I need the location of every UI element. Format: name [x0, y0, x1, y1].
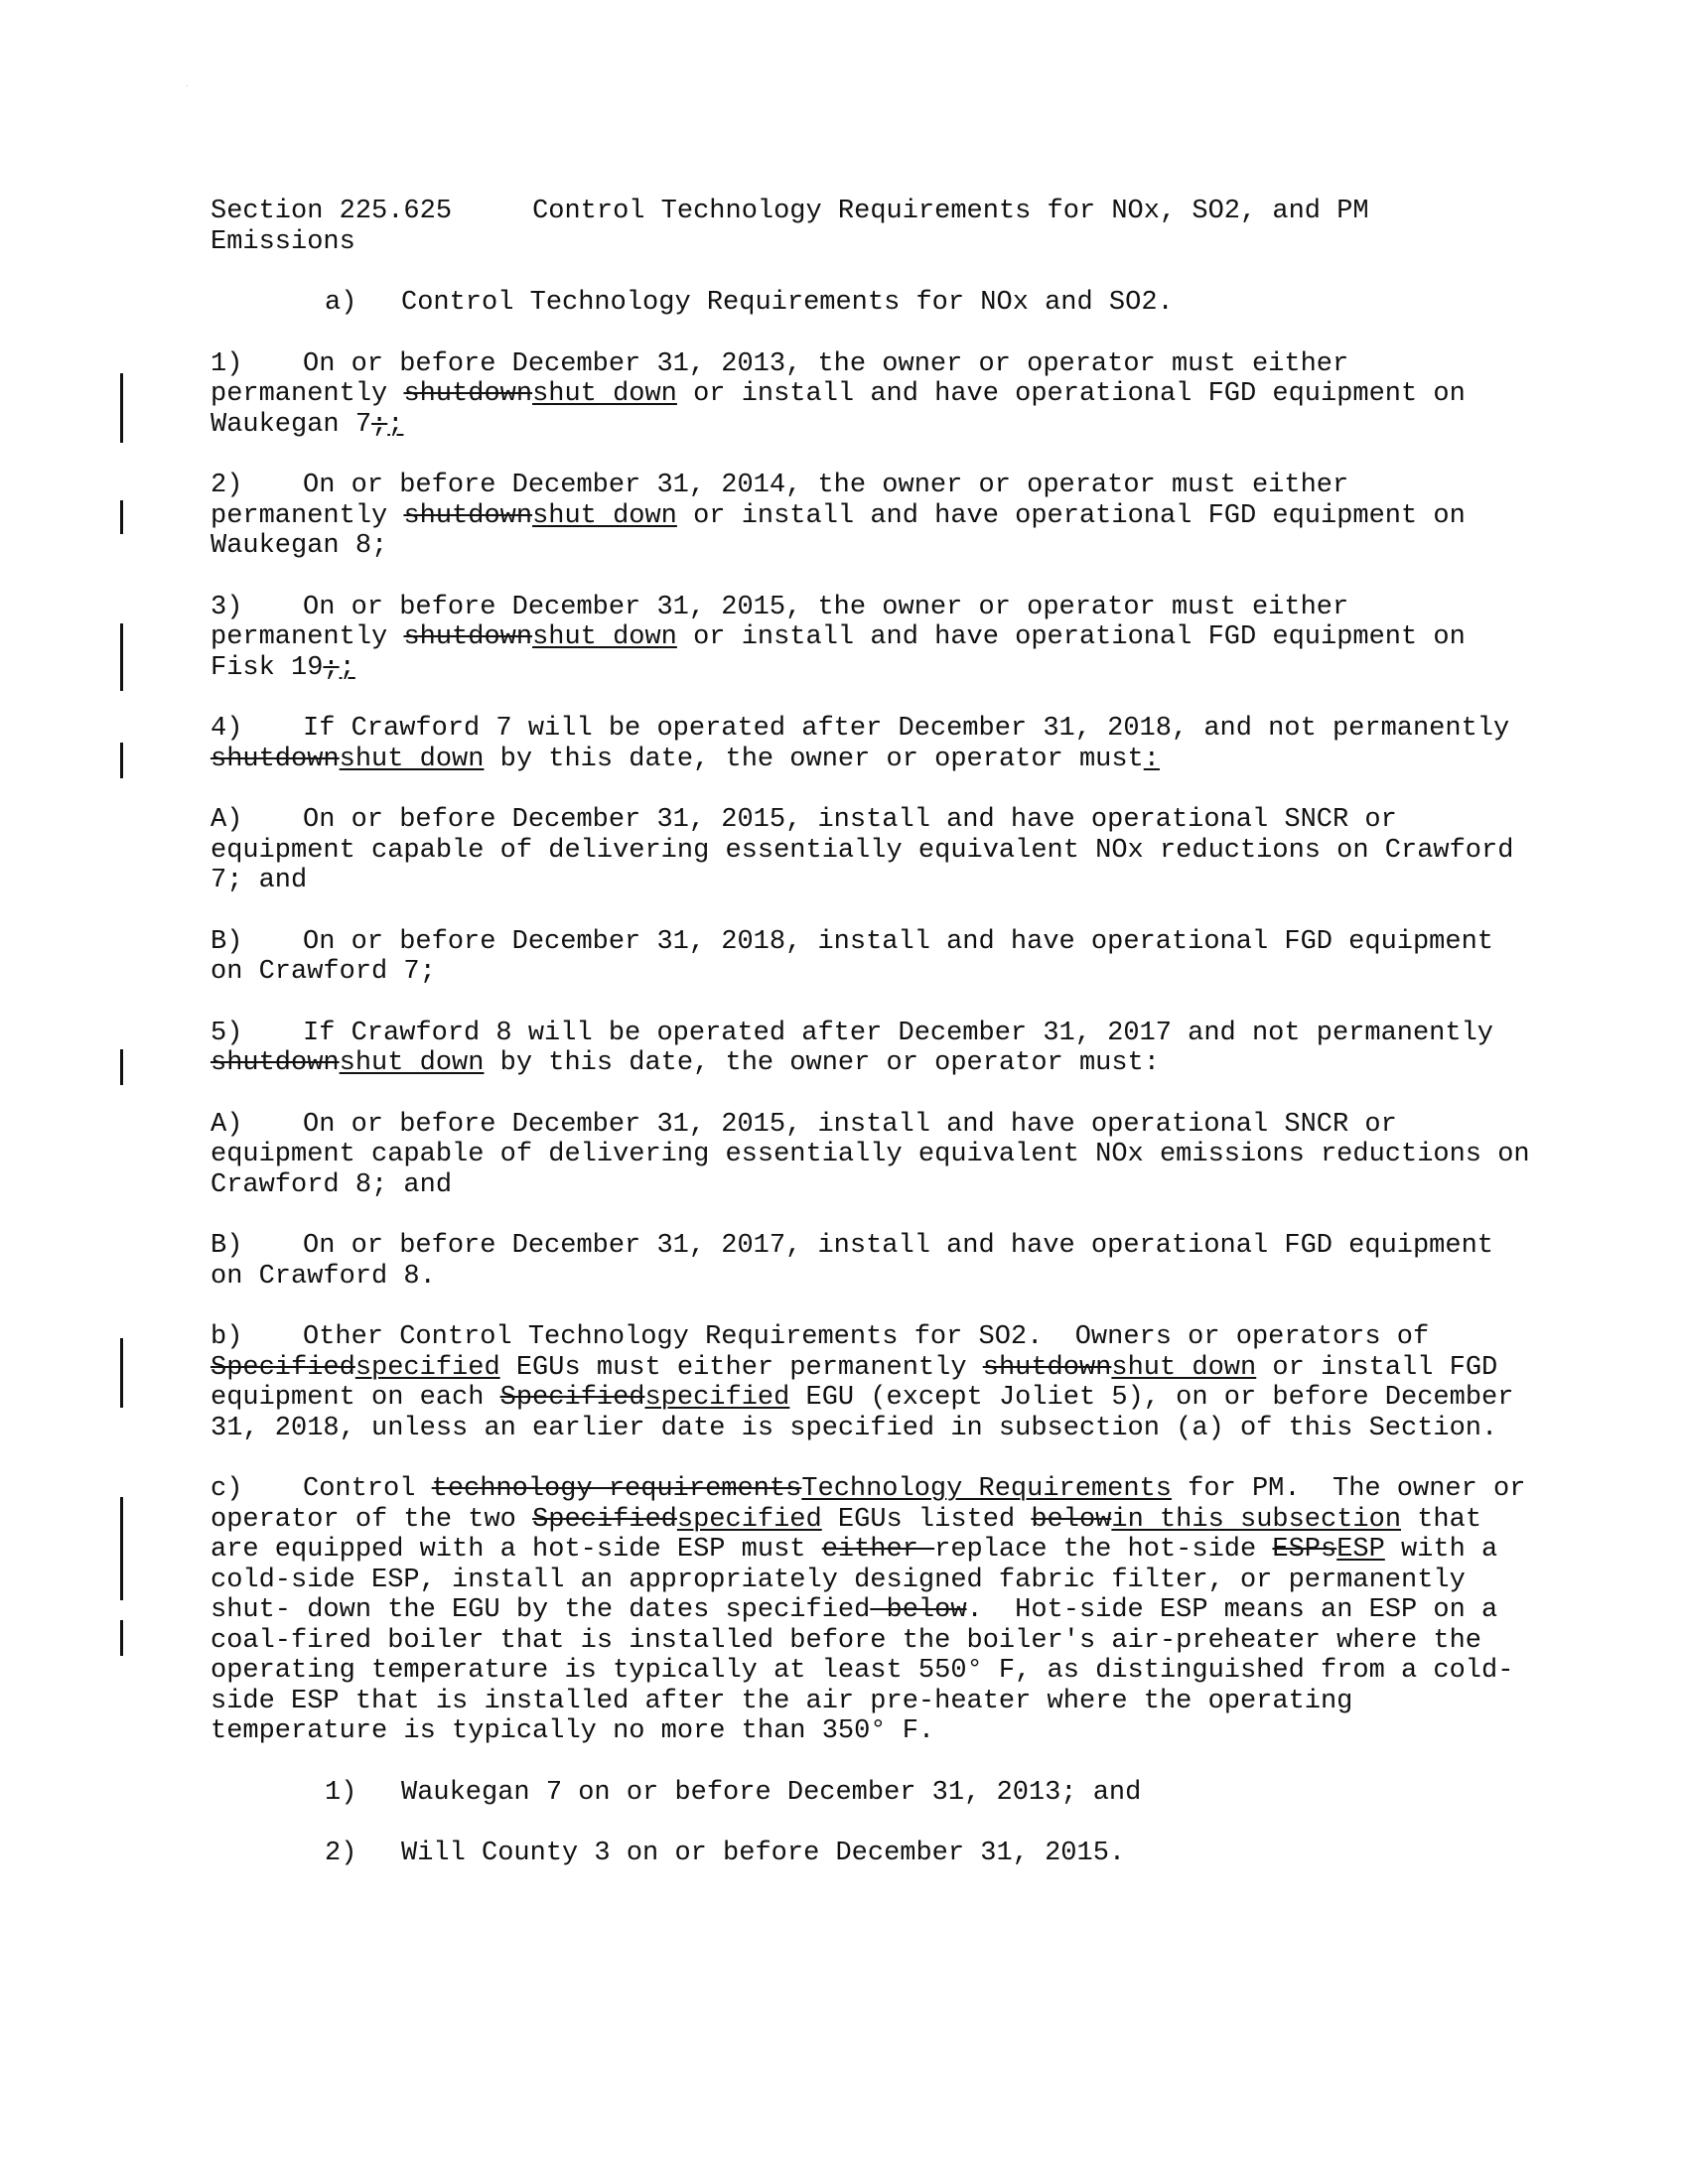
subsection-text: EGUs listed	[821, 1504, 1032, 1535]
item-4a	[210, 805, 1541, 896]
deleted-text: below	[1031, 1504, 1112, 1535]
scan-dot	[187, 85, 188, 86]
deleted-text: either	[821, 1535, 935, 1565]
subsection-number: a)	[325, 288, 357, 318]
deleted-text: ;	[371, 409, 388, 440]
item-2	[210, 471, 1541, 562]
deleted-text: shutdown	[210, 744, 340, 774]
item-4b	[210, 927, 1541, 988]
section-number: Section 225.625	[210, 197, 453, 226]
item-text: On or before December 31, 2014, the owner or operator must either permanently	[210, 471, 1365, 531]
item-text: On or before December 31, 2015, the owner or operator must either permanently	[210, 592, 1365, 652]
item-number: 5)	[210, 1018, 243, 1048]
deleted-text: shutdown	[210, 1048, 340, 1078]
item-number: 2)	[210, 471, 243, 500]
change-bar	[120, 373, 123, 443]
change-bar	[120, 1497, 123, 1600]
item-text: If Crawford 7 will be operated after December 31, 2018, and not permanently	[303, 714, 1526, 744]
change-bar	[120, 500, 123, 534]
subsection-c	[210, 1474, 1541, 1747]
subsection-text: . Hot-side ESP means an ESP on a coal-fired boiler that is installed before the boiler's air-preheater where the operating temperature is typically at least 550° F, as distinguished from a cold-side ESP that is installed after the air pre-heater where the operating temperature is typically no more than 350° F.	[210, 1595, 1514, 1746]
item-number: A)	[210, 1109, 243, 1140]
list-item-number: 2)	[325, 1839, 357, 1868]
item-text: On or before December 31, 2017, install and have operational FGD equipment on Crawford 8.	[210, 1231, 1510, 1292]
inserted-text: shut down	[1111, 1352, 1257, 1383]
change-bar	[120, 743, 123, 778]
inserted-text: shut down	[532, 622, 677, 652]
subsection-b	[210, 1322, 1541, 1443]
item-text: or install and have operational FGD equipment on Waukegan 7	[210, 379, 1482, 440]
subsection-text: EGU (except Joliet 5), on or before December 31, 2018, unless an earlier date is specified in subsection (a) of this Section.	[210, 1383, 1530, 1443]
item-number: A)	[210, 805, 243, 835]
subsection-a	[210, 288, 1541, 319]
item-5a	[210, 1109, 1546, 1201]
subsection-number: b)	[210, 1322, 243, 1352]
deleted-text: technology requirements	[431, 1474, 802, 1504]
deleted-text: shutdown	[403, 379, 533, 409]
deleted-text: shutdown	[982, 1352, 1112, 1383]
item-text: by this date, the owner or operator must:	[484, 1048, 1160, 1078]
item-text: On or before December 31, 2015, install and have operational SNCR or equipment capable of delivering essentially equivalent NOx emissions reductions on Crawford 8; and	[210, 1109, 1546, 1200]
item-text: by this date, the owner or operator must	[484, 744, 1144, 774]
inserted-text: Technology Requirements	[801, 1474, 1172, 1504]
inserted-text: shut down	[339, 1048, 485, 1078]
inserted-text: ESP	[1336, 1535, 1385, 1565]
subsection-text: or install FGD equipment on each	[210, 1352, 1514, 1413]
inserted-text: specified	[354, 1352, 500, 1383]
subsection-text: replace the hot-side	[934, 1535, 1273, 1565]
item-number: 4)	[210, 714, 243, 744]
item-number: 3)	[210, 592, 243, 622]
item-4	[210, 714, 1541, 774]
deleted-text: ESPs	[1272, 1535, 1337, 1565]
list-item	[210, 1839, 1541, 1869]
list-item-text: Will County 3 on or before December 31, 2015.	[401, 1839, 1126, 1868]
subsection-text: Other Control Technology Requirements for SO2. Owners or operators of	[303, 1322, 1446, 1352]
item-3	[210, 593, 1541, 684]
list-item-number: 1)	[325, 1777, 357, 1808]
document-page	[210, 197, 1546, 1900]
deleted-text: shutdown	[403, 622, 533, 652]
inserted-text: shut down	[532, 379, 677, 409]
item-text: On or before December 31, 2018, install and have operational FGD equipment on Crawford 7;	[210, 926, 1510, 987]
item-text: or install and have operational FGD equipment on Waukegan 8;	[210, 500, 1482, 561]
deleted-text: Specified	[210, 1352, 355, 1383]
item-text: On or before December 31, 2013, the owner or operator must either permanently	[210, 348, 1365, 409]
inserted-text: in this subsection	[1111, 1504, 1402, 1535]
subsection-text: Control Technology Requirements for NOx and SO2.	[401, 288, 1174, 318]
deleted-text: Specified	[499, 1383, 645, 1413]
change-bar	[120, 1620, 123, 1656]
inserted-text: specified	[644, 1383, 790, 1413]
inserted-text: ;	[387, 409, 404, 440]
deleted-text: below	[870, 1595, 967, 1625]
inserted-text: :	[1143, 744, 1160, 774]
change-bar	[120, 1338, 123, 1408]
subsection-text: Control	[303, 1474, 432, 1504]
item-1	[210, 349, 1541, 441]
list-item-text: Waukegan 7 on or before December 31, 2013; and	[401, 1777, 1142, 1808]
item-text: If Crawford 8 will be operated after December 31, 2017 and not permanently	[303, 1018, 1510, 1048]
inserted-text: shut down	[339, 744, 485, 774]
item-text: or install and have operational FGD equipment on Fisk 19	[210, 622, 1482, 683]
section-heading	[210, 197, 1541, 257]
item-number: 1)	[210, 348, 243, 379]
inserted-text: specified	[676, 1504, 822, 1535]
section-title-cont: Emissions	[210, 226, 355, 257]
change-bar	[120, 1049, 123, 1085]
item-5b	[210, 1231, 1541, 1292]
inserted-text: ;	[339, 652, 355, 683]
subsection-text: EGUs must either permanently	[499, 1352, 983, 1383]
subsection-text: that are equipped with a hot-side ESP must	[210, 1504, 1498, 1565]
inserted-text: shut down	[532, 500, 677, 531]
section-title: Control Technology Requirements for NOx, SO2, and PM	[532, 197, 1369, 226]
subsection-number: c)	[210, 1474, 243, 1504]
change-bar	[120, 623, 123, 691]
item-5	[210, 1019, 1541, 1079]
list-item	[210, 1778, 1541, 1809]
subsection-text: with a cold-side ESP, install an appropriately designed fabric filter, or permanently shut- down the EGU by the dates specified	[210, 1535, 1514, 1625]
item-text: On or before December 31, 2015, install and have operational SNCR or equipment capable of delivering essentially equivalent NOx reductions on Crawford 7; and	[210, 805, 1530, 895]
subsection-text: for PM. The owner or operator of the two	[210, 1474, 1542, 1535]
deleted-text: ;	[323, 652, 340, 683]
item-number: B)	[210, 926, 243, 957]
deleted-text: Specified	[532, 1504, 677, 1535]
item-number: B)	[210, 1231, 243, 1261]
deleted-text: shutdown	[403, 500, 533, 531]
